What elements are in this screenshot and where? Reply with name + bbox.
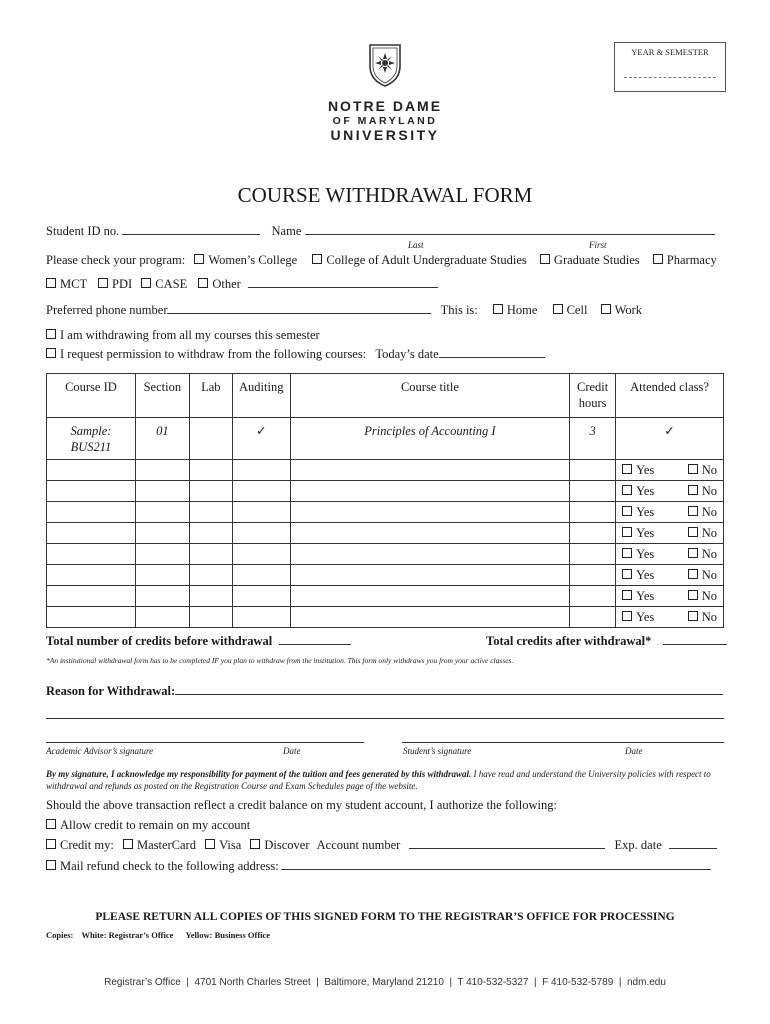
credit-hours-cell[interactable] xyxy=(570,481,616,502)
program-option-mct[interactable]: MCT xyxy=(46,277,87,291)
attended-yes[interactable]: Yes xyxy=(622,610,654,625)
attended-no[interactable]: No xyxy=(688,526,717,541)
course-title-cell[interactable] xyxy=(290,565,569,586)
institutional-note: *An institutional withdrawal form has to be completed IF you plan to withdraw from the institution. This form only withdraws you from your active classes. xyxy=(46,656,514,665)
section-cell[interactable] xyxy=(135,481,189,502)
checkbox[interactable] xyxy=(688,590,698,600)
section-cell[interactable] xyxy=(135,460,189,481)
attended-no[interactable]: No xyxy=(688,505,717,520)
program-label: Please check your program: xyxy=(46,253,186,267)
lab-cell[interactable] xyxy=(189,544,232,565)
course-id-cell[interactable] xyxy=(47,544,136,565)
sample-row xyxy=(47,418,724,460)
acknowledgement-bold: By my signature, I acknowledge my responsibility for payment of the tuition and fees generated by this withdrawal. xyxy=(46,769,472,779)
table-row xyxy=(47,523,724,544)
student-date-caption: Date xyxy=(625,746,643,756)
course-id-cell[interactable] xyxy=(47,460,136,481)
crest-icon xyxy=(367,42,403,88)
checkbox[interactable] xyxy=(622,485,632,495)
checkbox[interactable] xyxy=(205,839,215,849)
year-semester-field[interactable] xyxy=(624,77,716,78)
last-name-caption: Last xyxy=(408,240,424,250)
attended-cell xyxy=(616,565,724,586)
table-row xyxy=(47,460,724,481)
attended-cell xyxy=(616,481,724,502)
checkbox[interactable] xyxy=(46,348,56,358)
account-number-field[interactable] xyxy=(409,848,605,849)
copies-line xyxy=(46,930,270,940)
attended-yes[interactable]: Yes xyxy=(622,568,654,583)
refund-credit-row xyxy=(46,838,717,853)
reason-label: Reason for Withdrawal: xyxy=(46,684,176,698)
student-row xyxy=(46,224,724,239)
attended-no[interactable]: No xyxy=(688,589,717,604)
reason-field-line-2[interactable] xyxy=(46,718,724,719)
attended-yes[interactable]: Yes xyxy=(622,463,654,478)
course-title-cell[interactable] xyxy=(290,544,569,565)
advisor-signature-field[interactable] xyxy=(46,742,364,743)
attended-cell xyxy=(616,586,724,607)
phone-label: Preferred phone number xyxy=(46,303,168,317)
lab-cell[interactable] xyxy=(189,586,232,607)
section-cell[interactable] xyxy=(135,544,189,565)
footer-address: Registrar’s Office | 4701 North Charles Street | Baltimore, Maryland 21210 | T 410-532-5327 | F 410-532-5789 | ndm.edu xyxy=(104,977,666,988)
checkbox[interactable] xyxy=(493,304,503,314)
course-id-cell[interactable] xyxy=(47,523,136,544)
attended-cell xyxy=(616,502,724,523)
total-before-row xyxy=(46,634,351,649)
course-title-cell[interactable] xyxy=(290,460,569,481)
attended-no[interactable]: No xyxy=(688,568,717,583)
card-discover[interactable]: Discover xyxy=(250,838,309,852)
auditing-cell[interactable] xyxy=(232,607,290,628)
checkbox[interactable] xyxy=(622,464,632,474)
program-option-pdi[interactable]: PDI xyxy=(98,277,132,291)
attended-no[interactable]: No xyxy=(688,547,717,562)
logo-line-3: UNIVERSITY xyxy=(330,127,440,143)
checkbox[interactable] xyxy=(622,506,632,516)
exp-date-field[interactable] xyxy=(669,848,717,849)
auditing-cell[interactable] xyxy=(232,586,290,607)
lab-cell[interactable] xyxy=(189,502,232,523)
checkbox[interactable] xyxy=(46,819,56,829)
logo-line-1: NOTRE DAME xyxy=(327,98,443,114)
sample-course-id: Sample: BUS211 xyxy=(47,418,136,460)
checkbox[interactable] xyxy=(250,839,260,849)
sample-credits: 3 xyxy=(570,418,616,460)
this-is-label: This is: xyxy=(440,303,478,317)
credit-hours-cell[interactable] xyxy=(570,565,616,586)
acknowledgement-rest: I have read and understand the University policies with respect to withdrawal and refunds as posted on the Registration Course and Exam Schedules page of the website. xyxy=(46,769,711,791)
course-title-cell[interactable] xyxy=(290,502,569,523)
lab-cell[interactable] xyxy=(189,460,232,481)
sample-section: 01 xyxy=(135,418,189,460)
checkbox[interactable] xyxy=(98,278,108,288)
checkbox[interactable] xyxy=(123,839,133,849)
section-cell[interactable] xyxy=(135,502,189,523)
section-cell[interactable] xyxy=(135,523,189,544)
table-row xyxy=(47,502,724,523)
total-after-label: Total credits after withdrawal* xyxy=(486,634,652,648)
todays-date-field[interactable] xyxy=(439,357,545,358)
table-row xyxy=(47,565,724,586)
refund-allow-option[interactable] xyxy=(46,818,250,833)
checkbox[interactable] xyxy=(46,278,56,288)
program-option-case[interactable]: CASE xyxy=(141,277,187,291)
course-id-cell[interactable] xyxy=(47,481,136,502)
copies-yellow: Yellow: Business Office xyxy=(185,930,271,940)
reason-field[interactable] xyxy=(175,694,723,695)
table-row xyxy=(47,586,724,607)
course-id-cell[interactable] xyxy=(47,565,136,586)
credit-hours-cell[interactable] xyxy=(570,523,616,544)
checkbox[interactable] xyxy=(622,611,632,621)
program-option-caus[interactable]: College of Adult Undergraduate Studies xyxy=(312,253,526,267)
checkbox[interactable] xyxy=(688,506,698,516)
mail-address-field[interactable] xyxy=(281,869,711,870)
course-title-cell[interactable] xyxy=(290,523,569,544)
course-id-cell[interactable] xyxy=(47,586,136,607)
checkbox[interactable] xyxy=(46,839,56,849)
checkbox[interactable] xyxy=(601,304,611,314)
logo-line-2: OF MARYLAND xyxy=(332,115,438,127)
attended-no[interactable]: No xyxy=(688,610,717,625)
checkbox[interactable] xyxy=(688,611,698,621)
checkbox[interactable] xyxy=(622,548,632,558)
account-number-label: Account number xyxy=(316,838,401,852)
total-after-field[interactable] xyxy=(663,644,727,645)
advisor-date-caption: Date xyxy=(283,746,301,756)
total-after-row xyxy=(486,634,727,649)
program-row-2 xyxy=(46,277,438,292)
return-instructions: PLEASE RETURN ALL COPIES OF THIS SIGNED FORM TO THE REGISTRAR’S OFFICE FOR PROCESSING xyxy=(95,911,675,923)
form-title: COURSE WITHDRAWAL FORM xyxy=(237,183,533,207)
attended-yes[interactable]: Yes xyxy=(622,484,654,499)
course-table xyxy=(46,373,724,628)
checkbox[interactable] xyxy=(688,527,698,537)
refund-allow-label: Allow credit to remain on my account xyxy=(60,818,251,832)
program-option-other[interactable]: Other xyxy=(198,277,240,291)
auditing-cell[interactable] xyxy=(232,481,290,502)
checkbox[interactable] xyxy=(688,485,698,495)
checkbox[interactable] xyxy=(622,590,632,600)
column-header: Credit hours xyxy=(570,374,616,418)
todays-date-label: Today’s date xyxy=(375,347,439,361)
column-header: Lab xyxy=(189,374,232,418)
auditing-cell[interactable] xyxy=(232,523,290,544)
attended-cell xyxy=(616,523,724,544)
table-row xyxy=(47,544,724,565)
checkbox[interactable] xyxy=(553,304,563,314)
table-row xyxy=(47,607,724,628)
course-title-cell[interactable] xyxy=(290,481,569,502)
sample-course-title: Principles of Accounting I xyxy=(290,418,569,460)
checkbox[interactable] xyxy=(312,254,322,264)
checkbox[interactable] xyxy=(688,464,698,474)
credit-hours-cell[interactable] xyxy=(570,607,616,628)
refund-credit-option[interactable]: Credit my: xyxy=(46,838,114,852)
column-header: Course title xyxy=(290,374,569,418)
course-title-cell[interactable] xyxy=(290,607,569,628)
total-before-field[interactable] xyxy=(279,644,351,645)
student-id-label: Student ID no. xyxy=(46,224,120,238)
checkbox[interactable] xyxy=(540,254,550,264)
auditing-cell[interactable] xyxy=(232,565,290,586)
phone-row xyxy=(46,303,642,318)
auditing-cell[interactable] xyxy=(232,544,290,565)
attended-no[interactable]: No xyxy=(688,484,717,499)
year-semester-box xyxy=(614,42,726,92)
program-option-graduate[interactable]: Graduate Studies xyxy=(540,253,640,267)
withdraw-all-label: I am withdrawing from all my courses this semester xyxy=(60,328,320,342)
reason-row xyxy=(46,684,723,699)
program-option-womens[interactable]: Women’s College xyxy=(194,253,297,267)
checkbox[interactable] xyxy=(198,278,208,288)
refund-mail-label: Mail refund check to the following address: xyxy=(60,859,279,873)
name-field[interactable] xyxy=(305,234,715,235)
withdraw-all-option[interactable] xyxy=(46,328,320,343)
credit-hours-cell[interactable] xyxy=(570,586,616,607)
attended-cell xyxy=(616,544,724,565)
section-cell[interactable] xyxy=(135,565,189,586)
card-mastercard[interactable]: MasterCard xyxy=(123,838,196,852)
lab-cell[interactable] xyxy=(189,607,232,628)
column-header: Section xyxy=(135,374,189,418)
phone-option-work[interactable]: Work xyxy=(601,303,642,317)
lab-cell[interactable] xyxy=(189,481,232,502)
checkbox[interactable] xyxy=(688,548,698,558)
credit-hours-cell[interactable] xyxy=(570,544,616,565)
checkbox[interactable] xyxy=(141,278,151,288)
checkbox[interactable] xyxy=(46,860,56,870)
refund-intro: Should the above transaction reflect a credit balance on my student account, I authorize the following: xyxy=(46,798,557,812)
program-option-pharmacy[interactable]: Pharmacy xyxy=(653,253,717,267)
student-id-field[interactable] xyxy=(122,234,260,235)
student-signature-caption: Student’s signature xyxy=(403,746,472,756)
phone-option-cell[interactable]: Cell xyxy=(553,303,588,317)
attended-cell xyxy=(616,460,724,481)
section-cell[interactable] xyxy=(135,586,189,607)
withdraw-request-label: I request permission to withdraw from the following courses: xyxy=(60,347,367,361)
lab-cell[interactable] xyxy=(189,523,232,544)
course-id-cell[interactable] xyxy=(47,502,136,523)
student-signature-field[interactable] xyxy=(402,742,724,743)
year-semester-label: YEAR & SEMESTER xyxy=(631,47,709,57)
total-before-label: Total number of credits before withdrawal xyxy=(46,634,273,648)
auditing-cell[interactable] xyxy=(232,460,290,481)
table-header-row xyxy=(47,374,724,418)
first-name-caption: First xyxy=(589,240,607,250)
program-row xyxy=(46,253,717,268)
phone-option-home[interactable]: Home xyxy=(493,303,538,317)
checkbox[interactable] xyxy=(653,254,663,264)
withdraw-request-option[interactable] xyxy=(46,347,545,362)
lab-cell[interactable] xyxy=(189,565,232,586)
checkbox[interactable] xyxy=(46,329,56,339)
column-header: Course ID xyxy=(47,374,136,418)
attended-yes[interactable]: Yes xyxy=(622,547,654,562)
acknowledgement xyxy=(46,768,724,792)
checkbox[interactable] xyxy=(622,527,632,537)
auditing-cell[interactable] xyxy=(232,502,290,523)
exp-date-label: Exp. date xyxy=(614,838,662,852)
credit-hours-cell[interactable] xyxy=(570,502,616,523)
name-label: Name xyxy=(271,224,302,238)
sample-auditing-check: ✓ xyxy=(232,418,290,460)
phone-field[interactable] xyxy=(167,313,431,314)
sample-attended-check: ✓ xyxy=(616,418,724,460)
attended-yes[interactable]: Yes xyxy=(622,505,654,520)
other-program-field[interactable] xyxy=(248,287,438,288)
column-header: Attended class? xyxy=(616,374,724,418)
section-cell[interactable] xyxy=(135,607,189,628)
copies-label: Copies: xyxy=(46,930,74,940)
sample-lab xyxy=(189,418,232,460)
attended-no[interactable]: No xyxy=(688,463,717,478)
course-id-cell[interactable] xyxy=(47,607,136,628)
checkbox[interactable] xyxy=(194,254,204,264)
attended-yes[interactable]: Yes xyxy=(622,526,654,541)
table-row xyxy=(47,481,724,502)
card-visa[interactable]: Visa xyxy=(205,838,241,852)
refund-mail-option[interactable] xyxy=(46,859,711,874)
column-header: Auditing xyxy=(232,374,290,418)
checkbox[interactable] xyxy=(688,569,698,579)
attended-cell xyxy=(616,607,724,628)
checkbox[interactable] xyxy=(622,569,632,579)
attended-yes[interactable]: Yes xyxy=(622,589,654,604)
credit-hours-cell[interactable] xyxy=(570,460,616,481)
course-title-cell[interactable] xyxy=(290,586,569,607)
advisor-signature-caption: Academic Advisor’s signature xyxy=(46,746,154,756)
copies-white: White: Registrar’s Office xyxy=(81,930,174,940)
